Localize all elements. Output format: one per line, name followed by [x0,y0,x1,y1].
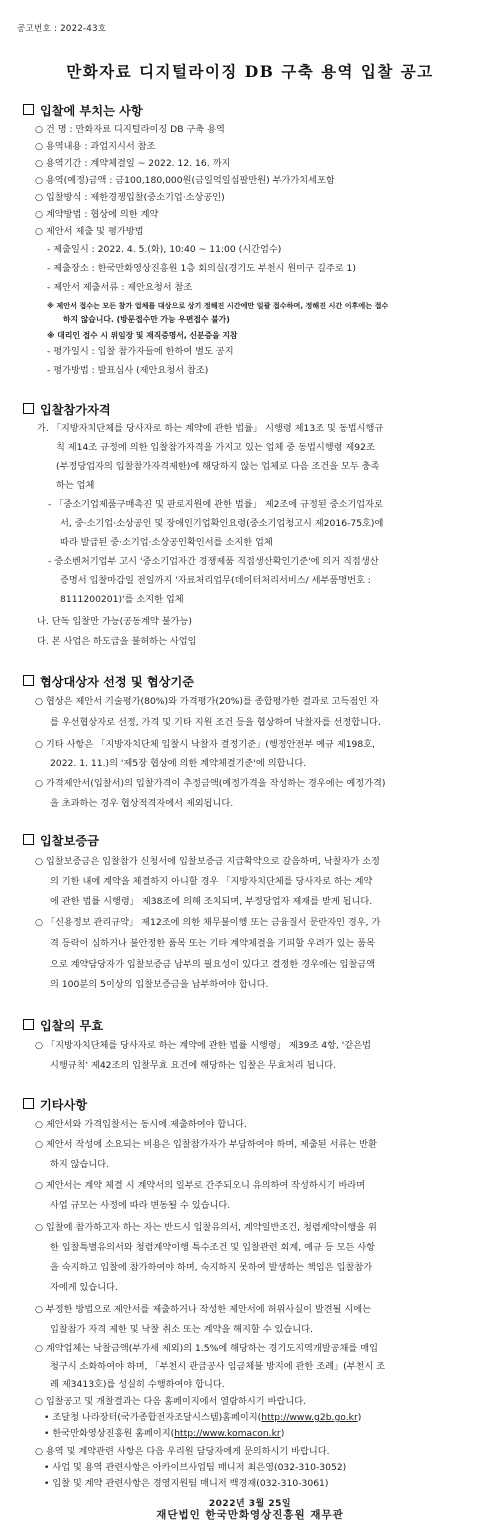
text-line: ○ 제안서는 계약 체결 시 계약서의 일부로 간주되오니 유의하여 작성하시기 바라며 [35,1180,366,1191]
text-line: - 평가방법 : 발표심사 (제안요청서 참조) [47,365,209,376]
text-line: ○ 계약방법 : 협상에 의한 계약 [35,209,159,220]
checkbox-square-icon [23,403,34,414]
text-line [44,1428,284,1440]
text-line: ○ 용역기간 : 계약체결일 ~ 2022. 12. 16. 까지 [35,158,231,169]
text-line: - 제출일시 : 2022. 4. 5.(화), 10:40 ~ 11:00 (시간엄수) [47,244,282,255]
text-line: ○ 입찰에 참가하고자 하는 자는 반드시 입찰유의서, 계약일반조건, 청렴계약이행을 위 [35,1222,377,1233]
checkbox-square-icon [23,834,34,845]
text-segment: • 한국만화영상진흥원 홈페이지( [44,1428,175,1439]
text-line: 례 제3413호)를 성실히 수행하여야 합니다. [50,1379,225,1390]
text-line: 하지 않습니다. [50,1159,110,1170]
text-line: ○ 「지방자치단체를 당사자로 하는 계약에 관한 법률 시행령」 제39조 4항, '같은법 [35,1040,371,1051]
text-line: - 평가일시 : 입찰 참가자들에 한하여 별도 공지 [47,346,234,357]
text-line: ○ 제안서 제출 및 평가방법 [35,226,144,237]
text-line [44,1462,346,1474]
text-line: ○ 협상은 제안서 기술평가(80%)와 가격평가(20%)를 종합평가한 결과로 고득점인 자 [35,696,379,707]
text-line: 의 기한 내에 계약을 체결하지 아니할 경우 「지방자치단체를 당사자로 하는 계약 [50,876,373,887]
text-line: 다. 본 사업은 하도급을 불허하는 사업임 [37,636,197,647]
text-line: ○ 입찰방식 : 제한경쟁입찰(중소기업·소상공인) [35,192,225,203]
text-segment: • 사업 및 용역 관련사항은 아카이브사업팀 매니저 최은영(032-310-3052) [44,1462,347,1473]
text-line: 입찰참가 자격 제한 및 낙찰 취소 또는 계약을 해지할 수 있습니다. [50,1324,313,1335]
section-2-heading: 입찰참가자격 [23,401,111,418]
text-line: - 중소벤처기업부 고시 '중소기업자간 경쟁제품 직접생산확인기준'에 의거 직접생산 [48,556,379,567]
text-line: 에 관한 법률 시행령」 제38조에 의해 조치되며, 부정당업자 제재를 받게 됩니다. [50,896,373,907]
section-1-heading: 입찰에 부치는 사항 [23,102,143,119]
text-line: 하지 않습니다. (방문접수만 가능 우편접수 불가) [63,315,230,324]
text-line: 나. 단독 입찰만 가능(공동계약 불가능) [37,616,192,627]
text-line: - 제출장소 : 한국만화영상진흥원 1층 회의실(경기도 부천시 원미구 길주로 1) [47,263,356,274]
text-line: ○ 부정한 방법으로 제안서를 제출하거나 작성한 제안서에 허위사실이 발견될 시에는 [35,1304,372,1315]
text-line: ○ 제안서 작성에 소요되는 비용은 입찰참가자가 부담하여야 하며, 제출된 서류는 반환 [35,1139,377,1150]
text-line: 가. 「지방자치단체를 당사자로 하는 계약에 관한 법률」 시행령 제13조 및 동법시행규 [37,423,384,434]
text-segment: ○ 용역 및 계약관련 사항은 다음 우리원 담당자에게 문의하시기 바랍니다. [35,1446,330,1457]
text-line: ○ 입찰공고 및 개찰결과는 다음 홈페이지에서 열람하시기 바랍니다. [35,1396,307,1407]
text-line: - 「중소기업제품구매촉진 및 판로지원에 관한 법률」 제2조에 규정된 중소기업자로 [48,499,383,510]
text-line: ○ 기타 사항은 「지방자치단체 입찰시 낙찰자 결정기준」(행정안전부 예규 제198호, [35,739,376,750]
text-line: ※ 제안서 접수는 모든 참가 업체를 대상으로 상기 정해진 시간에만 일괄 접수하며, 정해진 시간 이후에는 접수 [47,301,389,310]
text-line: ※ 대리인 접수 시 위임장 및 재직증명서, 신분증을 지참 [47,331,238,340]
text-line: 사업 규모는 사정에 따라 변동될 수 있습니다. [50,1200,231,1211]
text-line: ○ 입찰보증금은 입찰참가 신청서에 입찰보증금 지급확약으로 갈음하며, 낙찰자가 소정 [35,856,380,867]
text-line: 하는 업체 [56,480,95,491]
text-line: 으로 계약담당자가 입찰보증금 납부의 필요성이 있다고 결정한 경우에는 입찰금액 [50,959,376,970]
text-line: 청구시 소화하여야 하며, 「부천시 관급공사 임금체불 방지에 관한 조례」(부천시 조 [50,1361,386,1372]
text-line: 을 초과하는 경우 협상적격자에서 제외됩니다. [50,798,234,809]
text-line: 을 숙지하고 입찰에 참가하여야 하며, 숙지하지 못하여 발생하는 책임은 입찰참가 [50,1262,373,1273]
text-line: ○ 용역(예정)금액 : 금100,180,000원(금일억일십팔만원) 부가가치세포함 [35,175,335,186]
text-line: 격 등락이 심하거나 불안정한 품목 또는 기타 계약체결을 기피할 우려가 있는 품목 [50,938,376,949]
text-line: 자에게 있습니다. [50,1282,118,1293]
checkbox-square-icon [23,675,34,686]
text-line: (부정당업자의 입찰참가자격제한)에 해당하지 않는 업체로 다음 조건을 모두 충족 [56,461,380,472]
checkbox-square-icon [23,1019,34,1030]
section-4-heading: 입찰보증금 [23,832,99,849]
checkbox-square-icon [23,104,34,115]
text-segment: ) [280,1428,285,1439]
text-line: - 제안서 제출서류 : 제안요청서 참조 [47,282,193,293]
text-line: ○ 계약업체는 낙찰금액(부가세 제외)의 1.5%에 해당하는 경기도지역개발공채를 매입 [35,1343,378,1354]
text-line: 의 100분의 5이상의 입찰보증금을 납부하여야 합니다. [50,979,269,990]
issue-date: 2022년 3월 25일 [208,1499,292,1509]
text-line: ○ 제안서와 가격입찰서는 동시에 제출하여야 합니다. [35,1119,247,1130]
text-line: ○ 「신용정보 관리규약」 제12조에 의한 채무불이행 또는 금융질서 문란자인 경우, 가 [35,917,381,928]
issuing-organization: 재단법인 한국만화영상진흥원 재무관 [156,1509,344,1521]
text-line: ○ 건 명 : 만화자료 디지털라이징 DB 구축 용역 [35,124,225,135]
text-line: ○ 용역내용 : 과업지시서 참조 [35,141,156,152]
text-line [35,1446,330,1458]
text-line: 시행규칙' 제42조의 입찰무효 요건에 해당하는 입찰은 무효처리 됩니다. [50,1060,337,1071]
text-line: 한 입찰특별유의서와 청렴계약이행 특수조건 및 입찰관련 회계, 예규 등 모든 사항 [50,1242,376,1253]
text-line: 8111200201)'를 소지한 업체 [60,594,184,605]
text-line: 증명서 입찰마감일 전일까지 '자료처리업무(데이터처리서비스/ 세부품명번호 : [60,575,371,586]
document-title: 만화자료 디지털라이징 DB 구축 용역 입찰 공고 [66,62,434,81]
text-line: 칙 제14조 규정에 의한 입찰참가자격을 가지고 있는 업체 중 동법시행령 제92조 [56,442,375,453]
text-line: 따라 발급된 중·소기업·소상공인확인서를 소지한 업체 [60,537,273,548]
text-line: 2022. 1. 11.)의 '제5장 협상에 의한 계약체결기준'에 의합니다. [50,758,307,769]
section-6-heading: 기타사항 [23,1096,87,1113]
text-line: • 조달청 나라장터(국가종합전자조달시스템)홈페이지(http://www.g2b.go.kr) [44,1412,362,1423]
text-line: ○ 가격제안서(입찰서)의 입찰가격이 추정금액(예정가격을 작성하는 경우에는 예정가격) [35,778,386,789]
text-line: 서, 중·소기업·소상공인 및 장애인기업확인요령(중소기업청고시 제2016-75호)에 [60,518,384,529]
section-3-heading: 협상대상자 선정 및 협상기준 [23,673,194,690]
notice-number: 공고번호 : 2022-43호 [17,24,107,34]
text-segment: • 입찰 및 계약 관련사항은 경영지원팀 매니저 백경재(032-310-3061) [44,1478,329,1489]
section-5-heading: 입찰의 무효 [23,1017,103,1034]
checkbox-square-icon [23,1098,34,1109]
komacon-link[interactable]: http://www.komacon.kr [174,1428,281,1439]
g2b-link[interactable]: http://www.g2b.go.kr [261,1412,358,1423]
text-line: 를 우선협상자로 선정, 가격 및 기타 지원 조건 등을 협상하여 낙찰자를 선정합니다. [50,717,381,728]
text-line [44,1478,329,1490]
